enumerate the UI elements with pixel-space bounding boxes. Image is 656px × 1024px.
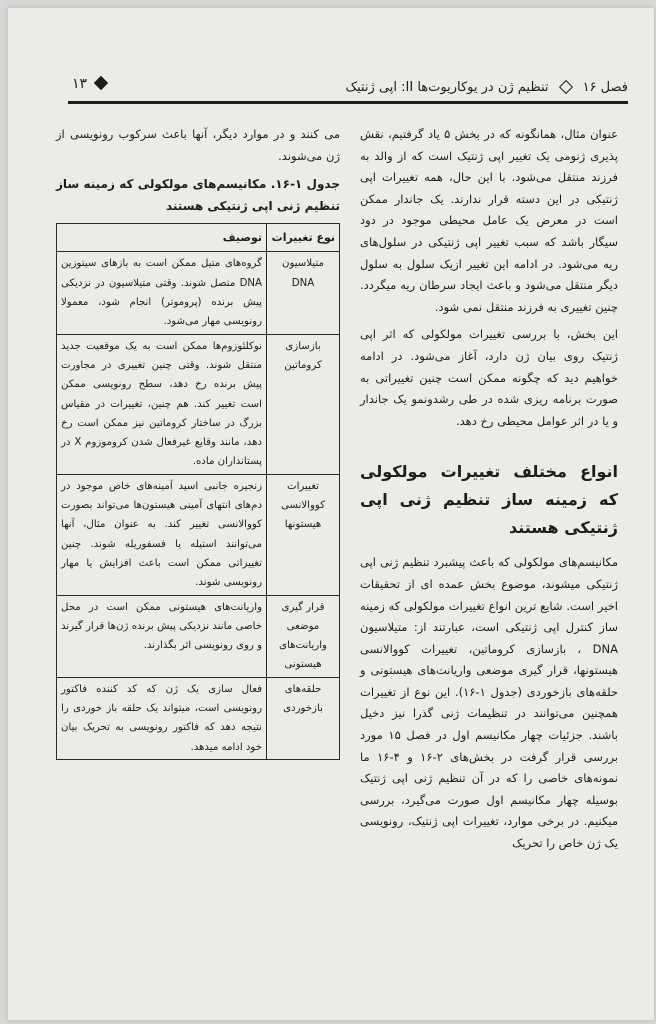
chapter-label: فصل ۱۶	[582, 79, 628, 95]
table-row	[57, 334, 340, 474]
paragraph-1: عنوان مثال، همانگونه که در بخش ۵ یاد گرفتیم، نقش پذیری ژنومی یک تغییر اپی ژنتیک است که از والد به فرزند منتقل می‌شود. با این حال، همه تغییرات اپی ژنتیکی در این دسته قرار ندارند. یک جاندار ممکن است در معرض یک عامل محیطی موجود در دود سیگار باشد که سبب تغییر اپی ژنتیکی در سلول‌های ریه می‌شود. در ادامه این تغییر ازیک سلول به سلول دیگر منتقل می‌شود و باعث ایجاد سرطان ریه میگردد. چنین تغییری به فرزند منتقل نمی شود.	[360, 127, 618, 314]
row-desc: واریانت‌های هیستونی ممکن است در محل خاصی مانند نزدیکی پیش برنده ژن‌ها قرار گیرند و روی رونویسی اثر بگذارند.	[57, 595, 267, 677]
row-type: بازسازی کروماتین	[267, 334, 340, 474]
filled-diamond-icon	[93, 76, 107, 90]
diamond-icon	[558, 80, 572, 94]
row-type: قرار گیری موضعی واریانت‌های هیستونی	[267, 595, 340, 677]
row-desc: نوکلئوزوم‌ها ممکن است به یک موقعیت جدید منتقل شوند. وقتی چنین تغییری در مجاورت پیش برنده رخ دهد، سطح رونویسی ممکن است تغییر کند. هم چنین، تغییرات در مقیاس بزرگ در ساختار کروماتین نیز ممکن است رخ دهد، مانند وقایع غیرفعال شدن کروموزوم X در پستانداران ماده.	[57, 334, 267, 474]
table-header-desc: توصیف	[57, 224, 267, 252]
table-row	[57, 677, 340, 759]
table-row	[57, 595, 340, 677]
row-desc: گروه‌های متیل ممکن است به بازهای سیتوزین DNA متصل شوند. وقتی متیلاسیون در نزدیکی پیش برنده (پروموتر) انجام شود، معمولا رونویسی مهار می‌شود.	[57, 252, 267, 334]
row-type: حلقه‌های بازخوردی	[267, 677, 340, 759]
table-row	[57, 252, 340, 334]
row-type: متیلاسیون DNA	[267, 252, 340, 334]
table-header-row	[57, 224, 340, 252]
row-desc: زنجیره جانبی اسید آمینه‌های خاص موجود در دم‌های انتهای آمینی هیستون‌ها می‌تواند بصورت کووالانسی تغییر کند. به عنوان مثال، آنها می‌توانند استیله یا فسفوریله شوند. چنین تغییراتی ممکن است باعث افزایش یا مهار رونویسی شوند.	[57, 474, 267, 595]
table-row	[57, 474, 340, 595]
section-title: انواع مختلف تغییرات مولکولی که زمینه ساز تنظیم ژنی اپی ژنتیکی هستند	[360, 462, 618, 538]
table-caption: جدول ۱-۱۶. مکانیسم‌های مولکولی که زمینه ساز تنظیم ژنی اپی ژنتیکی هستند	[56, 177, 340, 214]
paragraph-2: این بخش، با بررسی تغییرات مولکولی که اثر اپی ژنتیک روی بیان ژن دارد، آغاز می‌شود. در ادامه خواهیم دید که چگونه ممکن است چنین تغییراتی به صورت برنامه ریزی شده در طی رشدونمو یک جاندار و یا در اثر عوامل محیطی رخ دهد.	[360, 327, 618, 428]
left-intro: می کنند و در موارد دیگر، آنها باعث سرکوب رونویسی از ژن می‌شوند.	[56, 127, 340, 163]
page-number-group	[72, 76, 110, 92]
right-column	[360, 124, 618, 861]
book-page	[8, 8, 654, 1020]
running-header	[68, 76, 628, 98]
row-type: تغییرات کووالانسی هیستونها	[267, 474, 340, 595]
chapter-title: تنظیم ژن در یوکاریوت‌ها II: اپی ژنتیک	[345, 79, 549, 95]
row-desc: فعال سازی یک ژن که کد کننده فاکتور رونویسی است، میتواند یک حلقه باز خوردی را نتیجه دهد که فاکتور رونویسی به تحریک بیان خود ادامه میدهد.	[57, 677, 267, 759]
page-number: ۱۳	[72, 76, 88, 92]
table-header-type: نوع تغییرات	[267, 224, 340, 252]
header-rule	[68, 101, 628, 104]
left-column	[56, 124, 340, 760]
mechanisms-table	[56, 223, 340, 760]
paragraph-3: مکانیسم‌های مولکولی که باعث پیشبرد تنظیم ژنی اپی ژنتیکی میشوند، موضوع بخش عمده ای از تحقیقات اخیر است. شایع ترین انواع تغییرات مولکولی که زمینه ساز کنترل اپی ژنتیکی است، عبارتند از: متیلاسیون DNA ، بازسازی کروماتین، تغییرات کووالانسی هیستونها، قرار گیری موضعی واریانت‌های هیستونی و حلقه‌های بازخوردی (جدول ۱-۱۶). این نوع از تغییرات همچنین می‌توانند در تنظیمات ژنی گذرا نیز دخیل باشند. جزئیات چهار مکانیسم اول در فصل ۱۵ مورد بررسی قرار گرفت در بخش‌های ۲-۱۶ و ۴-۱۶ ما نمونه‌های خاصی را که در آن تنظیم ژنی اپی ژنتیک بوسیله چهار مکانیسم اول صورت می‌گیرد، بررسی میکنیم. در برخی موارد، تغییرات اپی ژنتیک، رونویسی یک ژن خاص را تحریک	[360, 555, 618, 851]
